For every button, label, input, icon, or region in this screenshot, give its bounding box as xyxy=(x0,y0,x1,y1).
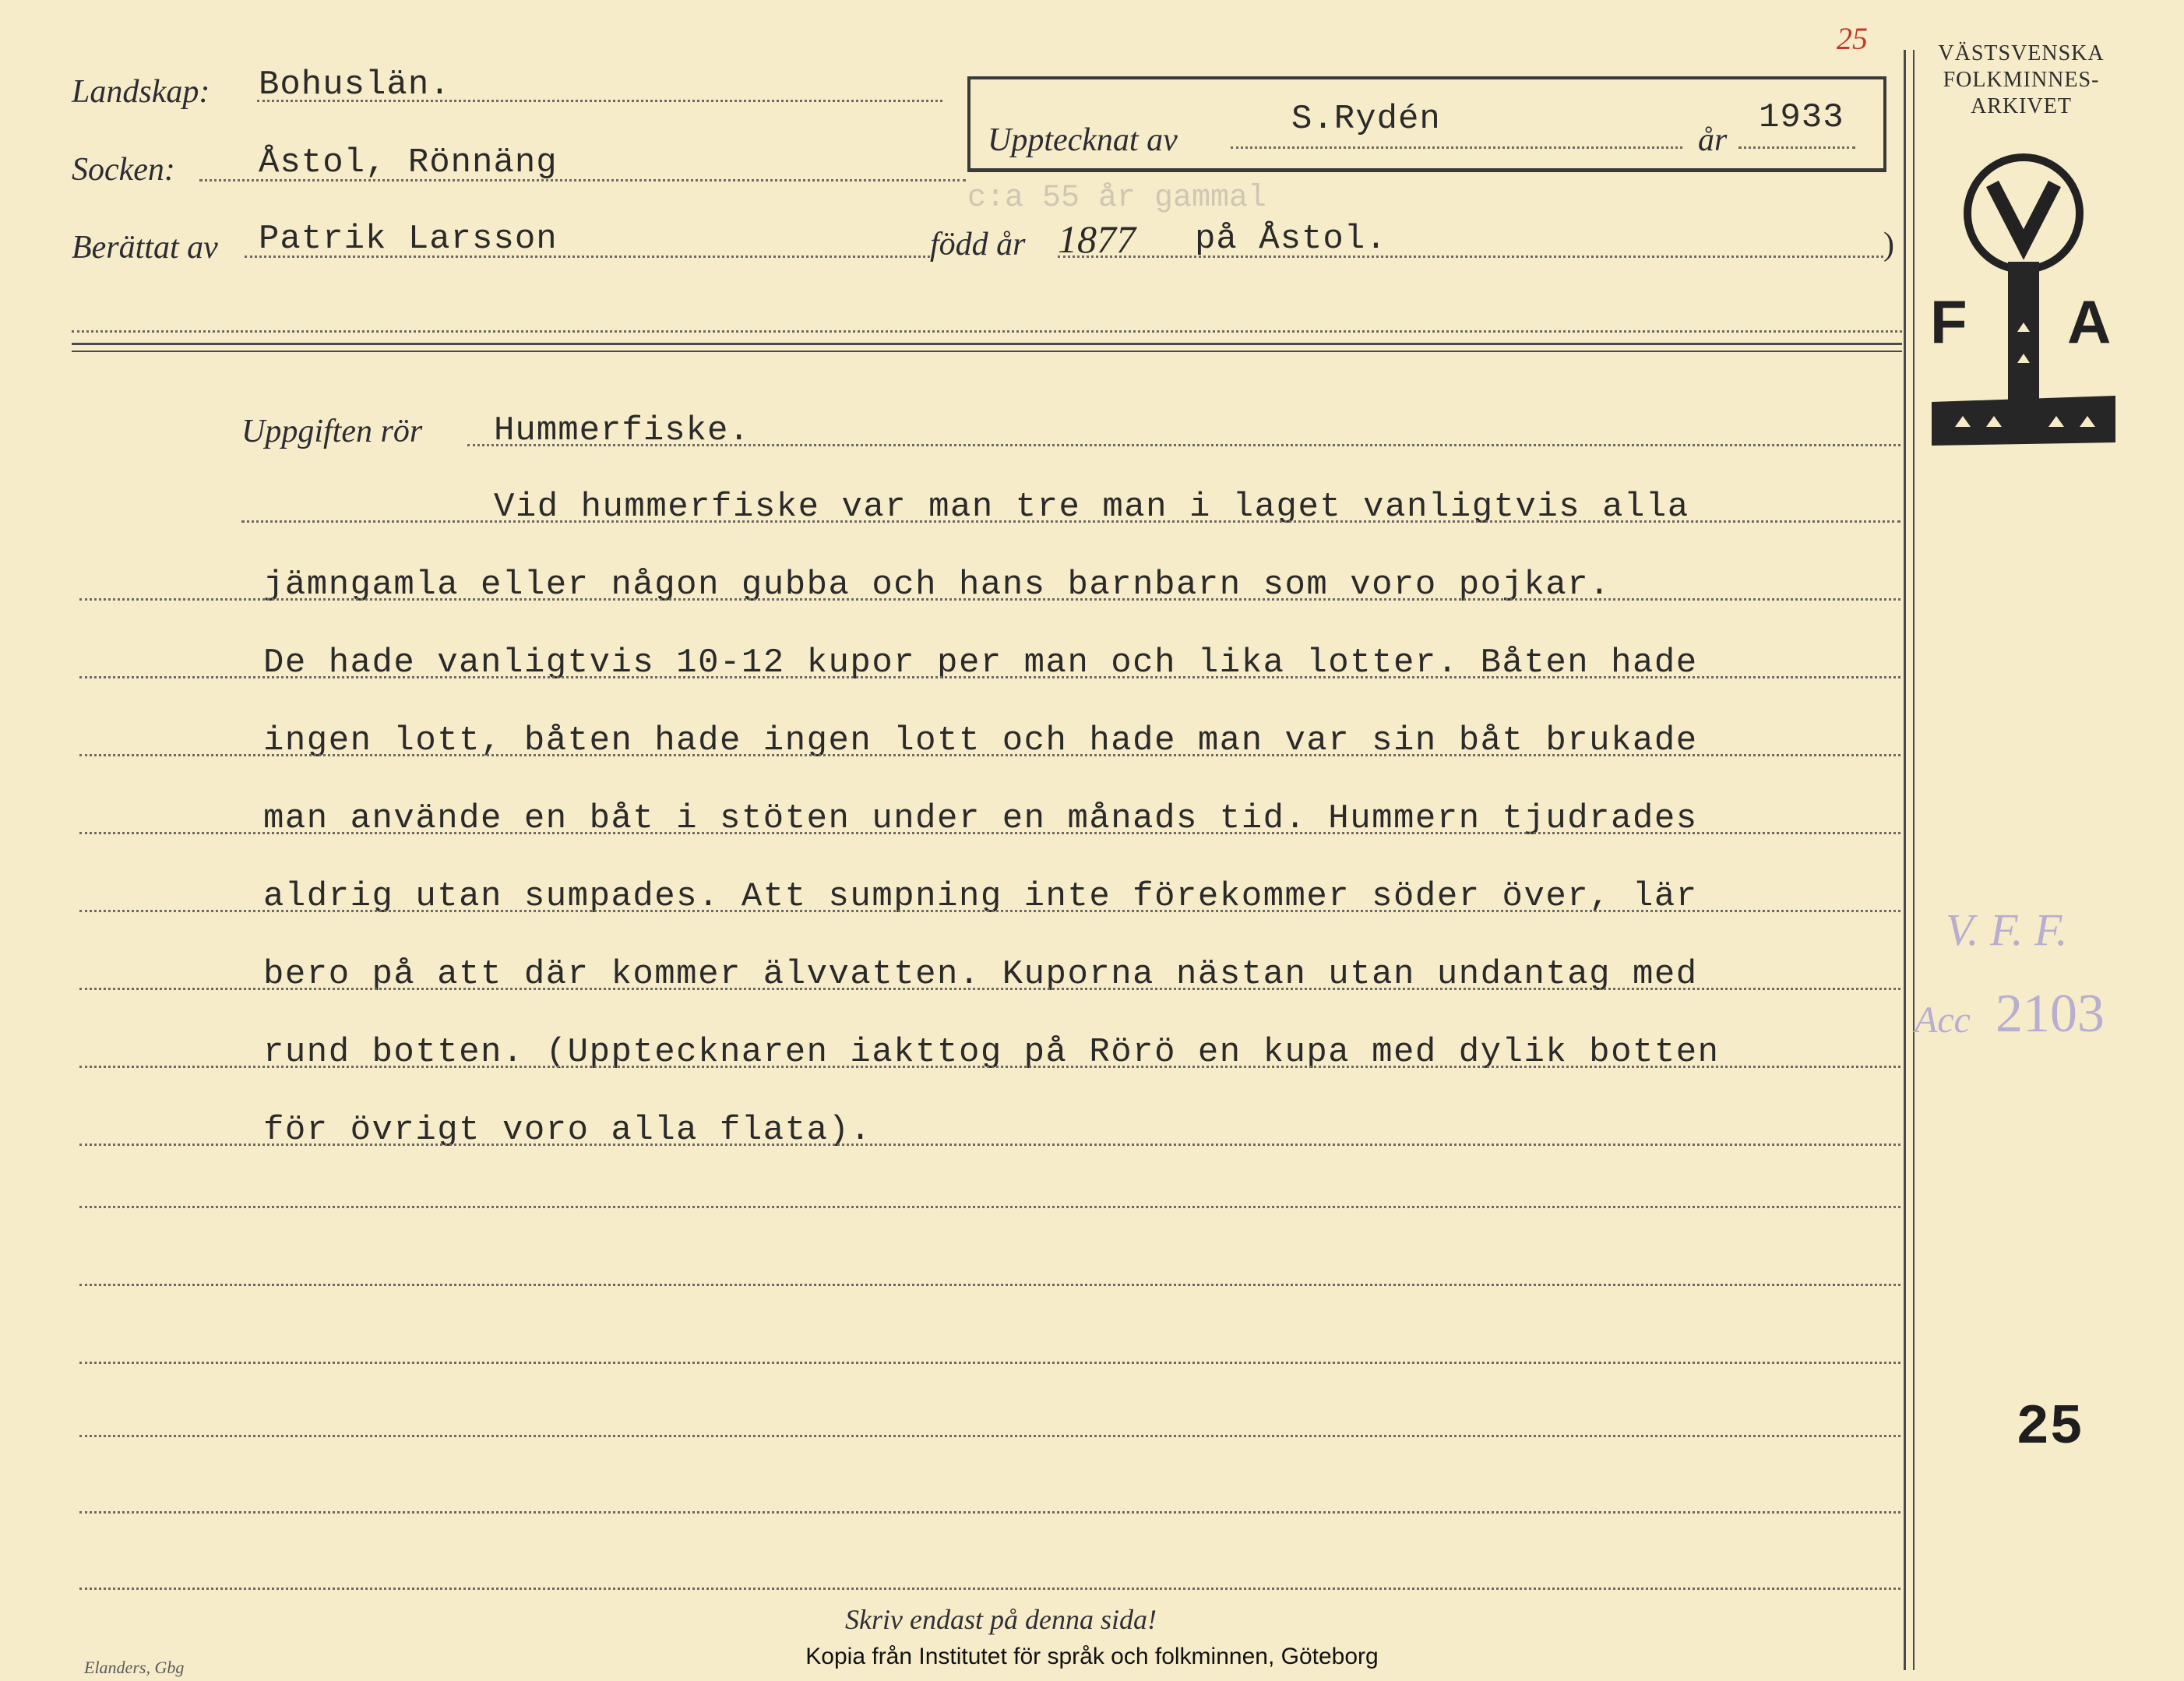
rule-line-6 xyxy=(79,910,1900,912)
footer-instruction: Skriv endast på denna sida! xyxy=(845,1604,1157,1635)
rule-line-3 xyxy=(79,676,1900,678)
rule-line-12 xyxy=(79,1362,1900,1364)
archive-name-line1: VÄSTSVENSKA xyxy=(1938,41,2105,65)
body-line-8: rund botten. (Upptecknaren iakttog på Rörö en kupa med dylik botten xyxy=(263,1033,1720,1072)
body-line-3: De hade vanligtvis 10-12 kupor per man och lika lotter. Båten hade xyxy=(263,643,1698,682)
ar-value: 1933 xyxy=(1759,98,1844,137)
rule-line-8 xyxy=(79,1066,1900,1068)
landskap-value: Bohuslän. xyxy=(259,65,451,104)
page-number: 25 xyxy=(2016,1396,2084,1460)
rule-line-11 xyxy=(79,1284,1900,1286)
archive-name-line3: ARKIVET xyxy=(1971,94,2072,118)
fodd-close-paren: ) xyxy=(1883,227,1894,263)
accession-stamp-number: 2103 xyxy=(1996,984,2105,1044)
uppteck-label: Uppteckn​at av xyxy=(988,122,1178,158)
body-line-2: jämngamla eller någon gubba och hans barnbarn som voro pojkar. xyxy=(263,566,1612,604)
header-blank-dotted-line xyxy=(72,330,1902,333)
body-line-9: för övrigt voro alla flata). xyxy=(263,1111,872,1150)
rule-line-2 xyxy=(79,598,1900,601)
socken-dotted-line xyxy=(199,179,966,181)
header-rule-top xyxy=(72,343,1902,345)
body-line-5: man använde en båt i stöten under en månads tid. Hummern tjudrades xyxy=(263,799,1698,838)
archive-logo-icon xyxy=(1924,153,2123,464)
header-rule-bottom xyxy=(72,351,1902,352)
rule-line-15 xyxy=(79,1588,1900,1590)
corner-pencil-number: 25 xyxy=(1837,21,1868,56)
rule-line-14 xyxy=(79,1511,1900,1514)
socken-label: Socken: xyxy=(72,152,175,188)
rule-line-7 xyxy=(79,988,1900,990)
logo-v-mark xyxy=(1992,184,2055,245)
subject-value: Hummerfiske. xyxy=(494,411,750,450)
fodd-year: 1877 xyxy=(1058,217,1136,261)
fodd-dotted-line xyxy=(1058,255,1883,258)
rule-line-9 xyxy=(79,1144,1900,1146)
rule-line-10 xyxy=(79,1206,1900,1208)
body-line-6: aldrig utan sumpades. Att sumpning inte förekommer söder över, lär xyxy=(263,877,1698,916)
logo-letter-a: A xyxy=(2067,287,2112,356)
body-line-7: bero på att där kommer älvvatten. Kuporna nästan utan undantag med xyxy=(263,955,1698,994)
body-line-4: ingen lott, båten hade ingen lott och hade man var sin båt brukade xyxy=(263,721,1698,760)
margin-rule-left xyxy=(1904,50,1906,1670)
landskap-label: Landskap: xyxy=(72,74,210,110)
logo-hammer-shaft xyxy=(2008,262,2039,410)
landskap-dotted-line xyxy=(257,100,942,102)
rule-line-13 xyxy=(79,1435,1900,1437)
subject-label: Uppgiften rör xyxy=(241,414,423,449)
body-line-1: Vid hummerfiske var man tre man i laget vanligtvis alla xyxy=(494,488,1689,527)
accession-stamp-line1: V. F. F. xyxy=(1946,904,2068,955)
archive-name-line2: FOLKMINNES- xyxy=(1943,68,2100,92)
socken-value: Åstol, Rönnäng xyxy=(259,143,558,182)
accession-stamp-prefix: Acc xyxy=(1915,999,1971,1041)
uppteck-dotted-line xyxy=(1231,146,1682,149)
ar-label: år xyxy=(1698,122,1728,158)
berattat-value: Patrik Larsson xyxy=(259,220,558,259)
berattat-dotted-line xyxy=(245,255,930,258)
rule-line-5 xyxy=(79,832,1900,834)
uppteck-value: S.Rydén xyxy=(1291,100,1441,139)
age-faint-text: c:a 55 år gammal xyxy=(967,181,1267,216)
berattat-label: Berättat av xyxy=(72,230,218,266)
margin-rule-right xyxy=(1913,50,1915,1670)
printer-mark: Elanders, Gbg xyxy=(84,1658,185,1677)
rule-line-1 xyxy=(241,520,1900,523)
rule-line-4 xyxy=(79,754,1900,756)
fodd-label: född år xyxy=(930,227,1026,263)
fodd-place: på Åstol. xyxy=(1195,220,1387,259)
logo-letter-f: F xyxy=(1930,287,1967,356)
subject-dotted-line xyxy=(467,444,1900,446)
copy-notice: Kopia från Institutet för språk och folkminnen, Göteborg xyxy=(805,1644,1379,1669)
ar-dotted-line xyxy=(1738,146,1855,149)
